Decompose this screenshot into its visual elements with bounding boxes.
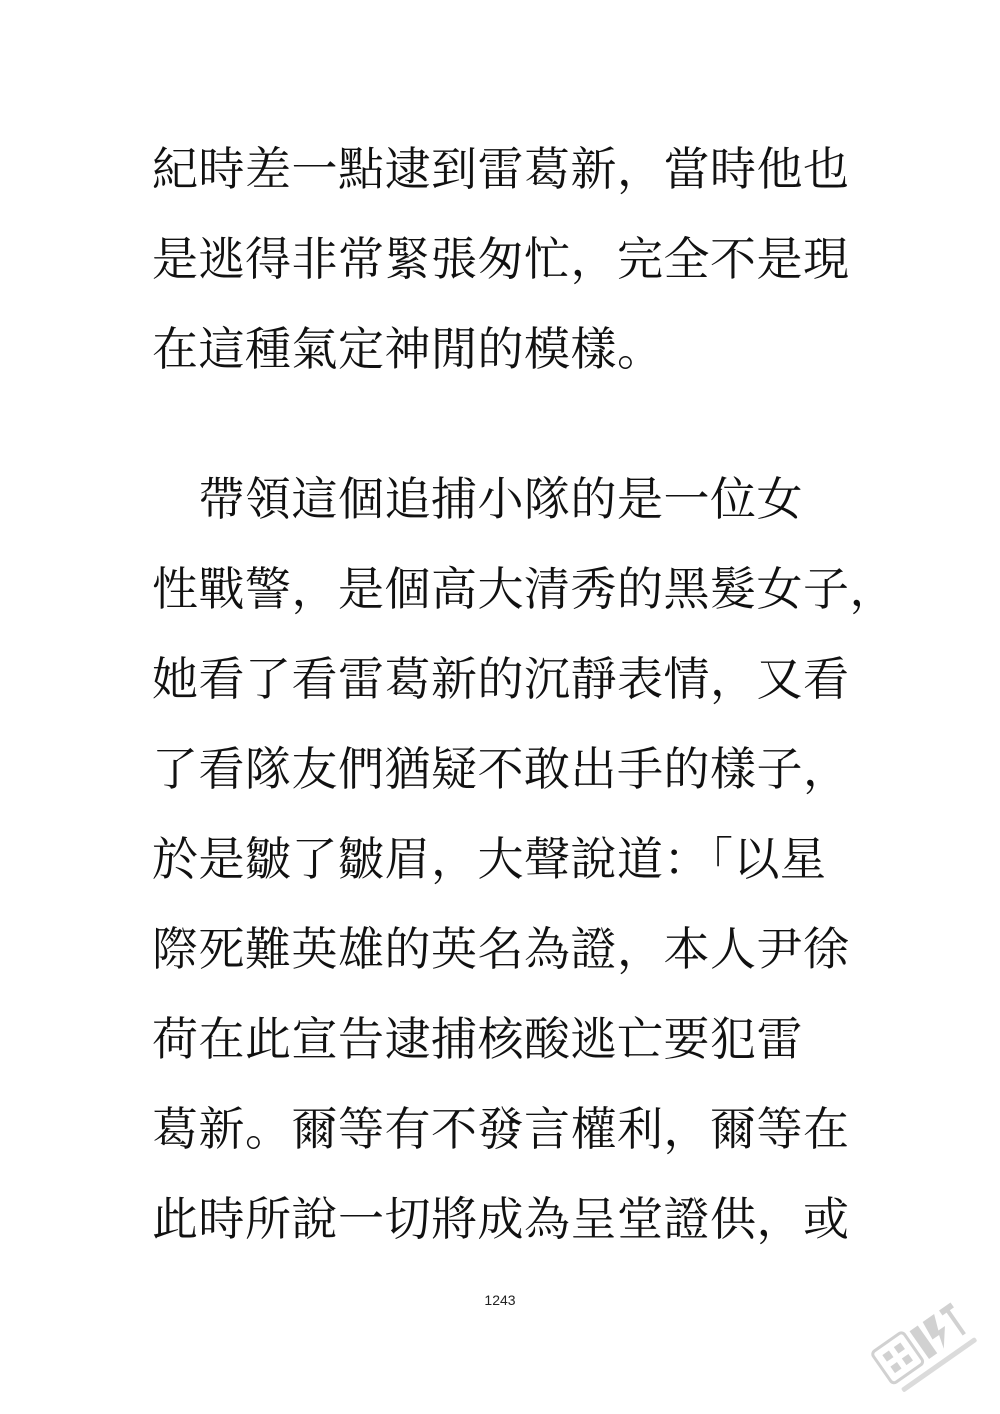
text-line: 葛新。爾等有不發言權利，爾等在 <box>152 1102 850 1156</box>
text-line: 在這種氣定神閒的模樣。 <box>152 322 664 376</box>
text-line: 她看了看雷葛新的沉靜表情，又看 <box>152 652 850 706</box>
text-line: 此時所說一切將成為呈堂證供，或 <box>152 1192 850 1246</box>
text-line: 紀時差一點逮到雷葛新，當時他也 <box>152 142 850 196</box>
text-line: 際死難英雄的英名為證，本人尹徐 <box>152 922 850 976</box>
text-line: 性戰警，是個高大清秀的黑髮女子， <box>152 562 896 616</box>
text-line: 了看隊友們猶疑不敢出手的樣子， <box>152 742 850 796</box>
text-line: 帶領這個追捕小隊的是一位女 <box>152 472 803 526</box>
text-line: 於是皺了皺眉，大聲說道：「以星 <box>152 832 827 886</box>
manben-logo-icon <box>852 1282 992 1402</box>
text-line: 是逃得非常緊張匆忙，完全不是現 <box>152 232 850 286</box>
page-number: 1243 <box>484 1292 516 1308</box>
text-line: 荷在此宣告逮捕核酸逃亡要犯雷 <box>152 1012 803 1066</box>
